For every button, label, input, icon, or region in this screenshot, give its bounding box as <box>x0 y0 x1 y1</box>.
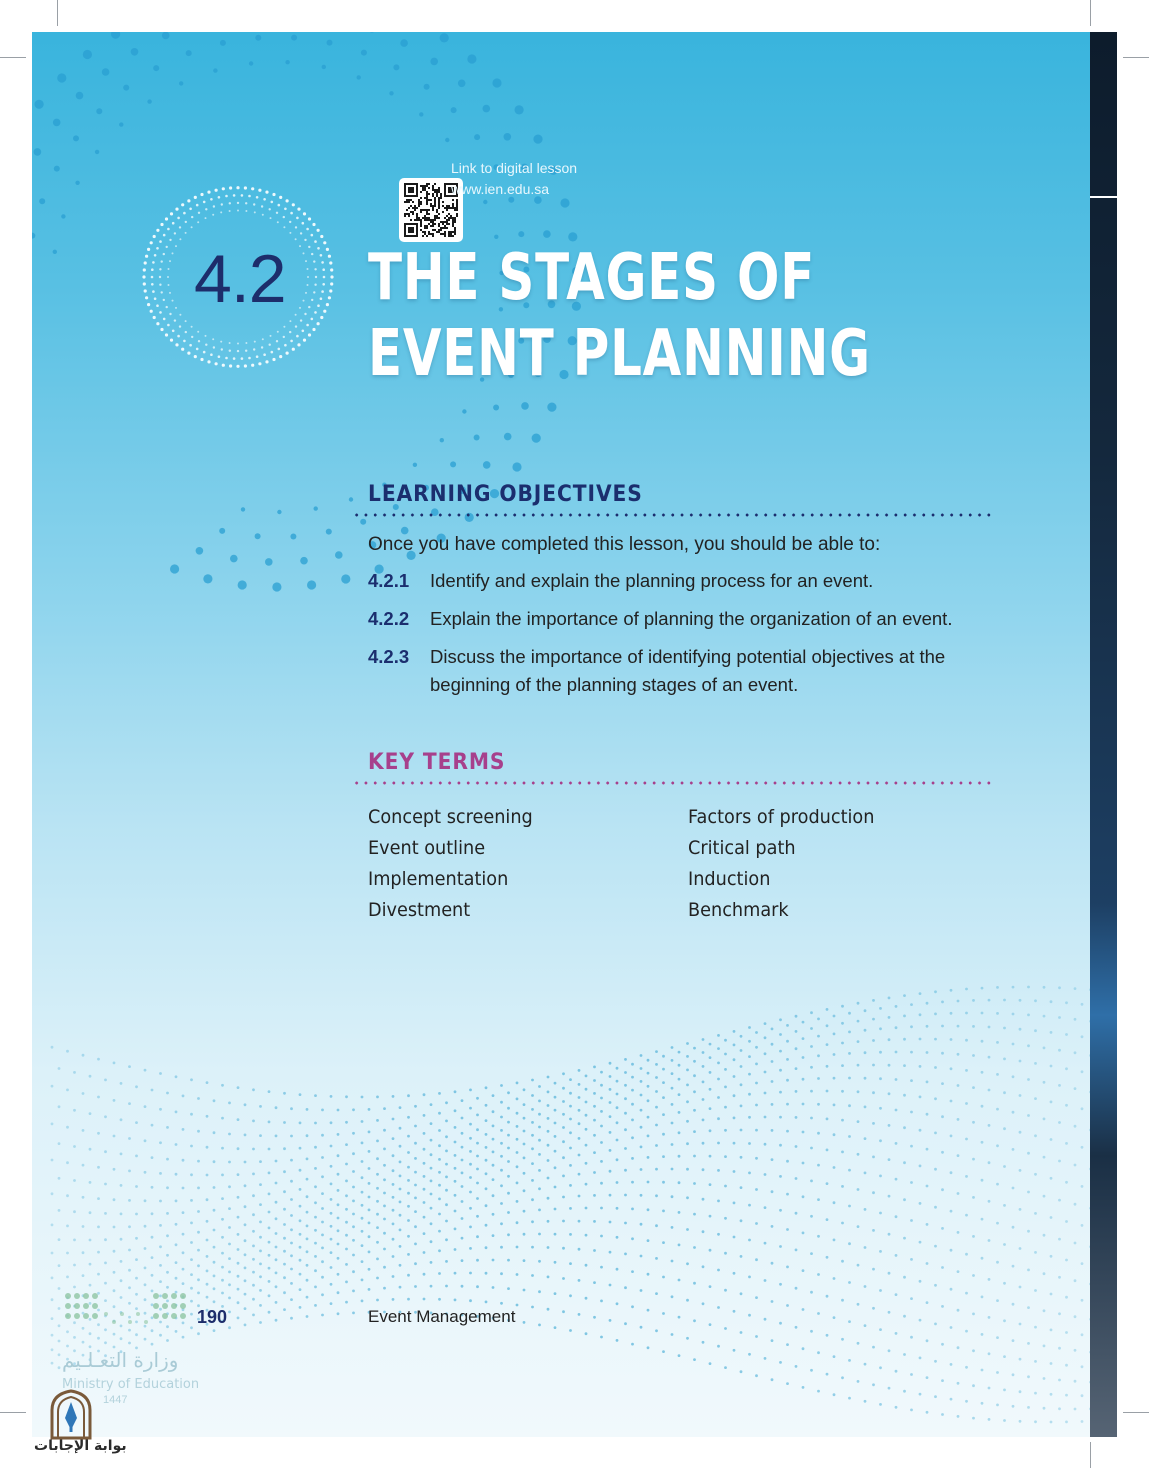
spine-mark <box>1090 196 1117 198</box>
key-term: Event outline <box>368 837 486 859</box>
learning-objectives-heading: LEARNING OBJECTIVES <box>368 482 643 507</box>
objective-code: 4.2.3 <box>368 646 410 667</box>
objective-code: 4.2.2 <box>368 608 410 629</box>
key-term: Factors of production <box>688 806 875 828</box>
digital-lesson-label: Link to digital lesson <box>451 160 578 176</box>
key-term: Divestment <box>368 899 471 921</box>
book-spine <box>1090 32 1117 1437</box>
crop-mark <box>1090 0 1091 26</box>
lesson-title <box>368 240 871 392</box>
watermark-logo-icon <box>48 1388 94 1440</box>
key-term: Benchmark <box>688 899 789 921</box>
key-terms-divider <box>352 781 992 785</box>
objective-text: Discuss the importance of identifying potential objectives at the beginning of the planning stages of an event. <box>430 646 946 695</box>
ministry-year: 1447 <box>103 1394 128 1406</box>
qr-code-icon <box>404 183 458 237</box>
key-term: Concept screening <box>368 806 533 828</box>
crop-mark <box>0 57 26 58</box>
key-term: Implementation <box>368 868 509 890</box>
page-number: 190 <box>197 1307 228 1327</box>
book-title: Event Management <box>368 1307 516 1326</box>
objectives-intro: Once you have completed this lesson, you should be able to: <box>368 534 881 555</box>
crop-mark <box>1123 1412 1149 1413</box>
digital-lesson-link[interactable] <box>451 158 577 200</box>
crop-mark <box>1123 57 1149 58</box>
objective-text: Explain the importance of planning the organization of an event. <box>430 608 953 629</box>
ministry-name-arabic: وزارة التعـلـيم <box>62 1348 179 1372</box>
digital-lesson-url: www.ien.edu.sa <box>451 181 550 197</box>
watermark-text: بوابة الإجابات <box>34 1438 127 1454</box>
lesson-title-line2: EVENT PLANNING <box>368 317 871 391</box>
key-term: Critical path <box>688 837 796 859</box>
crop-mark <box>0 1412 26 1413</box>
objectives-divider <box>352 513 992 517</box>
lesson-title-line1: THE STAGES OF <box>368 241 816 315</box>
crop-mark <box>1090 1442 1091 1468</box>
crop-mark <box>57 0 58 26</box>
page <box>32 32 1090 1437</box>
lesson-number: 4.2 <box>194 241 286 317</box>
key-terms-heading: KEY TERMS <box>368 750 506 775</box>
key-term: Induction <box>688 868 771 890</box>
ministry-name-english: Ministry of Education <box>62 1377 200 1392</box>
objective-code: 4.2.1 <box>368 570 410 591</box>
objective-text: Identify and explain the planning process for an event. <box>430 570 874 591</box>
